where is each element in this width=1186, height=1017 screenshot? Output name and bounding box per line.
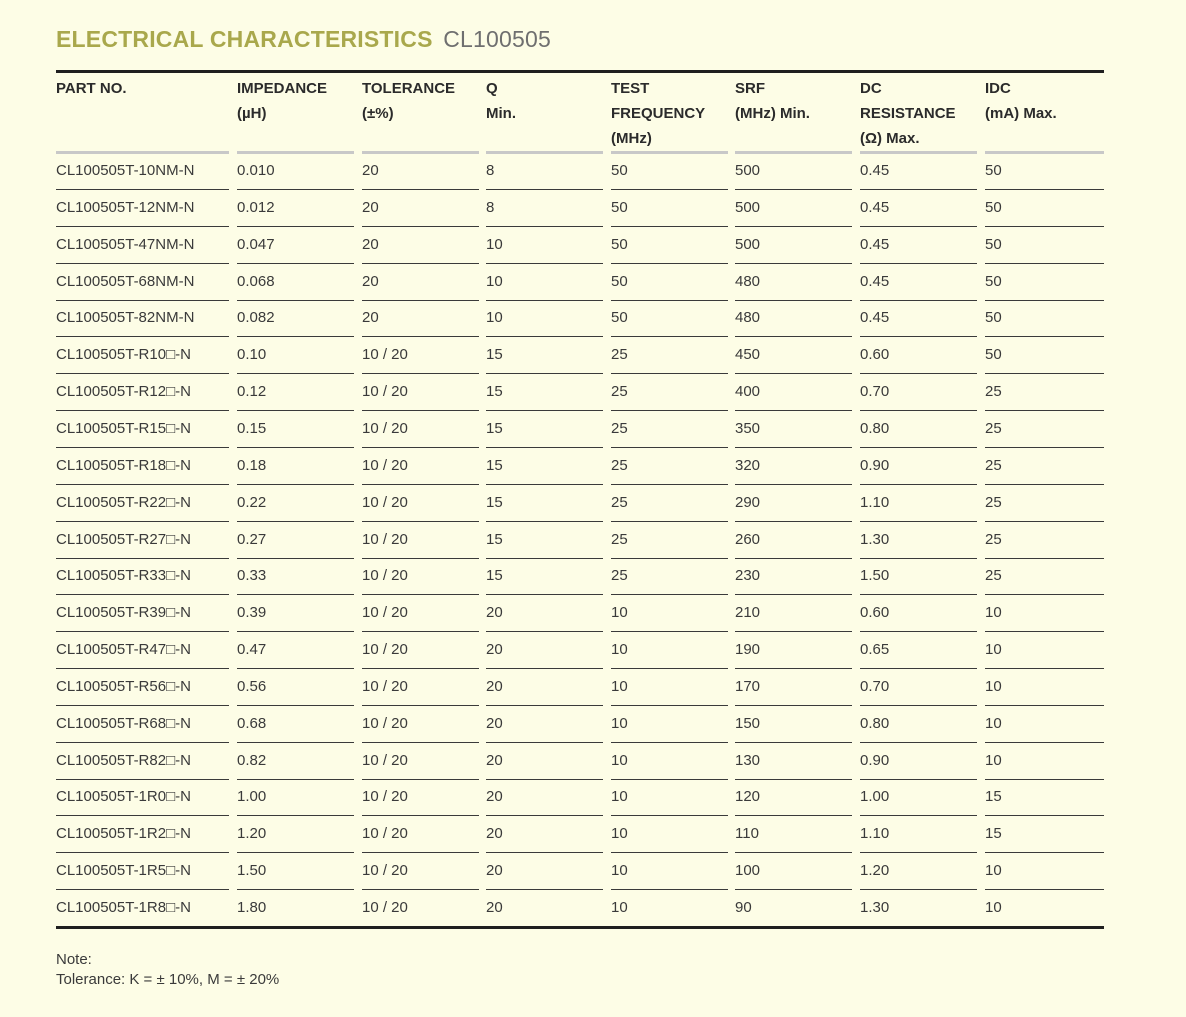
table-cell: 0.047 [237, 227, 354, 264]
table-cell: 25 [611, 448, 728, 485]
table-cell: 0.65 [860, 632, 977, 669]
table-cell: 50 [985, 300, 1104, 337]
table-cell: 8 [486, 190, 603, 227]
table-cell: 25 [985, 558, 1104, 595]
table-cell: CL100505T-R10□-N [56, 337, 229, 374]
table-cell: 1.20 [860, 853, 977, 890]
table-cell: 20 [486, 816, 603, 853]
table-cell: 0.10 [237, 337, 354, 374]
table-cell: 0.15 [237, 411, 354, 448]
table-cell: 0.45 [860, 190, 977, 227]
column-header-0 [56, 76, 127, 101]
table-cell: 190 [735, 632, 852, 669]
table-cell: CL100505T-1R0□-N [56, 779, 229, 816]
table-cell: 1.10 [860, 485, 977, 522]
table-cell: 1.00 [860, 779, 977, 816]
table-cell: 15 [486, 485, 603, 522]
column-header-line: TOLERANCE [362, 80, 456, 97]
table-cell: 25 [985, 522, 1104, 559]
table-cell: CL100505T-R18□-N [56, 448, 229, 485]
column-header-line: PART NO. [56, 80, 127, 97]
table-cell: 0.45 [860, 300, 977, 337]
table-cell: 10 / 20 [362, 448, 479, 485]
table-cell: 230 [735, 558, 852, 595]
table-cell: 500 [735, 227, 852, 264]
table-cell: 25 [985, 448, 1104, 485]
table-cell: 10 [985, 669, 1104, 706]
column-header-line: (±%) [362, 105, 394, 122]
column-header-line: IDC [985, 80, 1011, 97]
table-cell: CL100505T-R15□-N [56, 411, 229, 448]
table-cell: 50 [611, 300, 728, 337]
note-text: Tolerance: K = ± 10%, M = ± 20% [56, 971, 280, 988]
column-header-line: (MHz) Min. [735, 105, 810, 122]
column-header-1 [237, 76, 327, 126]
table-bottom-rule [56, 926, 1104, 929]
table-cell: CL100505T-R68□-N [56, 706, 229, 743]
table-cell: 8 [486, 153, 603, 190]
table-cell: 50 [985, 337, 1104, 374]
table-cell: 0.45 [860, 264, 977, 301]
table-cell: 15 [486, 337, 603, 374]
table-cell: 0.60 [860, 337, 977, 374]
table-cell: 210 [735, 595, 852, 632]
table-cell: 10 [985, 890, 1104, 927]
table-cell: 0.22 [237, 485, 354, 522]
table-cell: CL100505T-68NM-N [56, 264, 229, 301]
column-header-7 [985, 76, 1057, 126]
table-cell: 10 [985, 595, 1104, 632]
table-cell: 10 [611, 743, 728, 780]
table-cell: CL100505T-R12□-N [56, 374, 229, 411]
table-cell: 20 [362, 153, 479, 190]
table-cell: 1.00 [237, 779, 354, 816]
table-cell: 10 [611, 669, 728, 706]
table-cell: 10 [611, 595, 728, 632]
column-header-line: TEST [611, 80, 650, 97]
table-cell: 0.012 [237, 190, 354, 227]
table-cell: 0.45 [860, 227, 977, 264]
table-cell: 15 [486, 522, 603, 559]
table-cell: 1.50 [237, 853, 354, 890]
column-header-4 [611, 76, 705, 151]
table-cell: CL100505T-R47□-N [56, 632, 229, 669]
table-cell: 20 [486, 669, 603, 706]
table-cell: 20 [486, 743, 603, 780]
table-cell: 15 [486, 411, 603, 448]
table-cell: 320 [735, 448, 852, 485]
table-cell: 450 [735, 337, 852, 374]
note-label: Note: [56, 951, 92, 968]
column-header-line: RESISTANCE [860, 105, 956, 122]
column-header-line: (µH) [237, 105, 267, 122]
table-cell: 0.60 [860, 595, 977, 632]
table-cell: CL100505T-R56□-N [56, 669, 229, 706]
table-cell: 0.80 [860, 411, 977, 448]
table-cell: 0.70 [860, 669, 977, 706]
table-cell: 130 [735, 743, 852, 780]
table-cell: 10 / 20 [362, 890, 479, 927]
table-cell: 25 [611, 374, 728, 411]
table-cell: 10 / 20 [362, 853, 479, 890]
table-cell: 1.30 [860, 890, 977, 927]
table-cell: CL100505T-12NM-N [56, 190, 229, 227]
table-cell: 20 [486, 632, 603, 669]
table-cell: 10 / 20 [362, 816, 479, 853]
table-cell: 50 [985, 153, 1104, 190]
table-cell: 1.80 [237, 890, 354, 927]
column-header-line: (Ω) Max. [860, 130, 920, 147]
table-cell: 90 [735, 890, 852, 927]
table-cell: 15 [985, 779, 1104, 816]
table-cell: 25 [985, 374, 1104, 411]
table-cell: 50 [611, 264, 728, 301]
table-cell: 50 [611, 190, 728, 227]
column-header-line: SRF [735, 80, 765, 97]
table-cell: 15 [985, 816, 1104, 853]
table-cell: 25 [985, 485, 1104, 522]
column-header-6 [860, 76, 956, 151]
table-cell: 150 [735, 706, 852, 743]
table-cell: 0.47 [237, 632, 354, 669]
table-cell: 10 [486, 300, 603, 337]
table-cell: 25 [611, 522, 728, 559]
column-header-line: DC [860, 80, 882, 97]
table-cell: 0.82 [237, 743, 354, 780]
table-cell: 50 [611, 153, 728, 190]
column-header-line: (mA) Max. [985, 105, 1057, 122]
table-cell: 10 / 20 [362, 779, 479, 816]
table-cell: 1.10 [860, 816, 977, 853]
table-cell: 10 [985, 632, 1104, 669]
table-cell: CL100505T-R82□-N [56, 743, 229, 780]
table-cell: 15 [486, 374, 603, 411]
table-cell: 20 [362, 300, 479, 337]
column-header-line: IMPEDANCE [237, 80, 328, 97]
table-cell: CL100505T-82NM-N [56, 300, 229, 337]
table-cell: 10 [611, 853, 728, 890]
table-cell: CL100505T-R27□-N [56, 522, 229, 559]
column-header-line: Q [486, 80, 498, 97]
column-header-3 [486, 76, 516, 126]
table-cell: CL100505T-1R5□-N [56, 853, 229, 890]
table-cell: 170 [735, 669, 852, 706]
table-cell: 25 [611, 411, 728, 448]
table-cell: 1.20 [237, 816, 354, 853]
table-cell: 10 / 20 [362, 706, 479, 743]
table-cell: 20 [486, 779, 603, 816]
table-cell: 10 / 20 [362, 595, 479, 632]
table-cell: 10 / 20 [362, 522, 479, 559]
table-cell: 0.70 [860, 374, 977, 411]
table-cell: CL100505T-R39□-N [56, 595, 229, 632]
table-cell: 0.27 [237, 522, 354, 559]
table-cell: CL100505T-1R8□-N [56, 890, 229, 927]
table-cell: 10 [985, 853, 1104, 890]
table-cell: 10 [985, 706, 1104, 743]
table-cell: 10 / 20 [362, 632, 479, 669]
table-cell: 25 [611, 558, 728, 595]
table-cell: 10 [611, 890, 728, 927]
table-cell: 10 [611, 816, 728, 853]
column-header-5 [735, 76, 810, 126]
table-cell: 10 [611, 632, 728, 669]
table-cell: 10 / 20 [362, 411, 479, 448]
title-model: CL100505 [443, 26, 551, 52]
table-cell: CL100505T-R33□-N [56, 558, 229, 595]
table-cell: 20 [486, 853, 603, 890]
table-cell: 350 [735, 411, 852, 448]
table-cell: 50 [985, 227, 1104, 264]
table-cell: 10 / 20 [362, 337, 479, 374]
table-cell: 0.45 [860, 153, 977, 190]
column-header-2 [362, 76, 455, 126]
table-cell: 10 / 20 [362, 374, 479, 411]
note [56, 950, 279, 990]
table-top-rule [56, 70, 1104, 73]
table-cell: 15 [486, 558, 603, 595]
table-cell: 15 [486, 448, 603, 485]
table-cell: 10 [985, 743, 1104, 780]
table-cell: 50 [985, 264, 1104, 301]
table-cell: 110 [735, 816, 852, 853]
table-cell: 25 [985, 411, 1104, 448]
table-cell: 500 [735, 190, 852, 227]
table-cell: 0.082 [237, 300, 354, 337]
table-cell: 25 [611, 485, 728, 522]
table-cell: CL100505T-10NM-N [56, 153, 229, 190]
table-cell: 50 [985, 190, 1104, 227]
table-cell: 0.68 [237, 706, 354, 743]
table-cell: 290 [735, 485, 852, 522]
table-cell: 50 [611, 227, 728, 264]
table-cell: CL100505T-1R2□-N [56, 816, 229, 853]
table-cell: 480 [735, 264, 852, 301]
table-cell: 10 / 20 [362, 485, 479, 522]
page-title [56, 26, 551, 53]
table-cell: 480 [735, 300, 852, 337]
table-cell: 1.50 [860, 558, 977, 595]
column-header-line: (MHz) [611, 130, 652, 147]
table-cell: 1.30 [860, 522, 977, 559]
table-cell: CL100505T-47NM-N [56, 227, 229, 264]
table-cell: 0.33 [237, 558, 354, 595]
column-header-line: Min. [486, 105, 516, 122]
table-cell: 0.80 [860, 706, 977, 743]
table-cell: 10 / 20 [362, 743, 479, 780]
table-cell: 0.18 [237, 448, 354, 485]
table-cell: 0.90 [860, 743, 977, 780]
column-header-line: FREQUENCY [611, 105, 706, 122]
table-cell: 0.56 [237, 669, 354, 706]
table-cell: 10 [486, 264, 603, 301]
table-cell: 120 [735, 779, 852, 816]
table-cell: 0.90 [860, 448, 977, 485]
title-main: ELECTRICAL CHARACTERISTICS [56, 26, 433, 52]
table-cell: 0.39 [237, 595, 354, 632]
table-cell: 20 [486, 890, 603, 927]
table-cell: CL100505T-R22□-N [56, 485, 229, 522]
table-cell: 20 [362, 227, 479, 264]
table-cell: 0.010 [237, 153, 354, 190]
table-cell: 10 [486, 227, 603, 264]
table-cell: 20 [486, 595, 603, 632]
table-cell: 260 [735, 522, 852, 559]
table-cell: 100 [735, 853, 852, 890]
table-cell: 400 [735, 374, 852, 411]
table-cell: 10 [611, 706, 728, 743]
table-cell: 10 [611, 779, 728, 816]
table-cell: 0.068 [237, 264, 354, 301]
table-cell: 20 [362, 190, 479, 227]
table-cell: 500 [735, 153, 852, 190]
table-cell: 20 [486, 706, 603, 743]
table-cell: 20 [362, 264, 479, 301]
table-cell: 25 [611, 337, 728, 374]
table-cell: 10 / 20 [362, 558, 479, 595]
table-cell: 10 / 20 [362, 669, 479, 706]
table-cell: 0.12 [237, 374, 354, 411]
